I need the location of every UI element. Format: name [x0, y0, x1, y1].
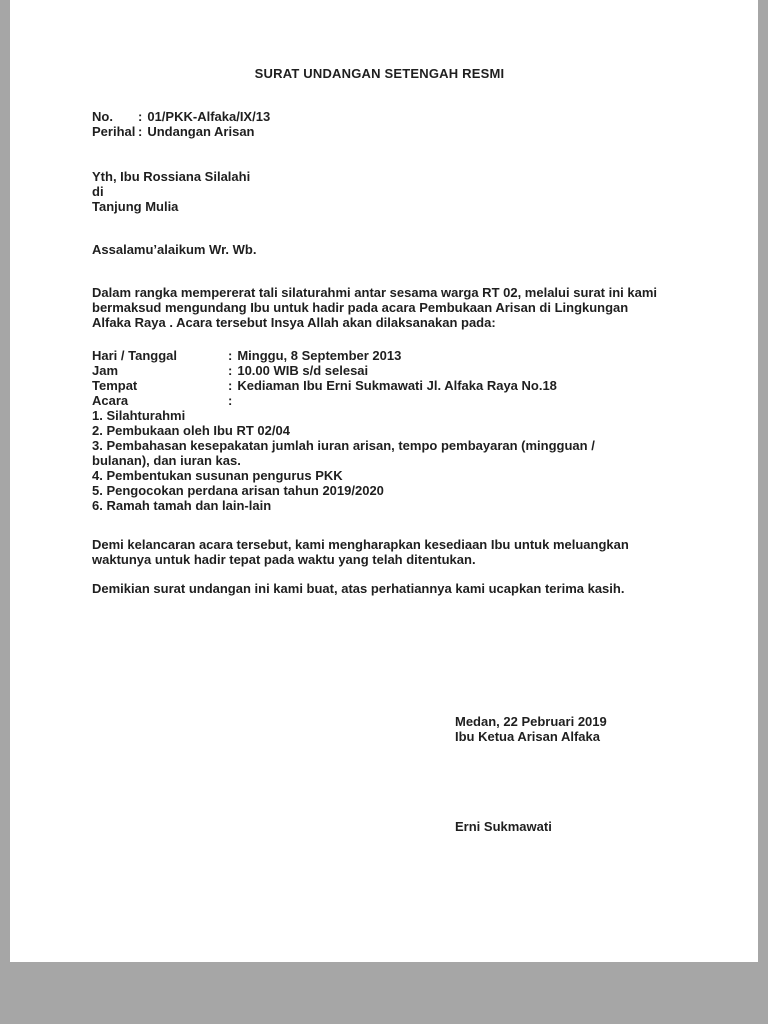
- detail-value-place: Kediaman Ibu Erni Sukmawati Jl. Alfaka Raya No.18: [237, 378, 557, 393]
- detail-label-place: Tempat: [92, 378, 138, 393]
- detail-colon: :: [228, 393, 233, 408]
- ref-label-perihal: Perihal: [92, 124, 136, 139]
- signature-name: Erni Sukmawati: [455, 819, 552, 834]
- detail-label-day: Hari / Tanggal: [92, 348, 177, 363]
- ref-label-no: No.: [92, 109, 113, 124]
- ref-row-perihal: [92, 124, 667, 139]
- detail-colon: :: [228, 378, 233, 393]
- opening-part1: Dalam rangka mempererat tali silaturahmi antar sesama warga RT 02, melalui surat ini kami bermaksud mengundang Ibu untuk hadir pada acara: [92, 285, 661, 315]
- ref-value-perihal: Undangan Arisan: [147, 124, 255, 139]
- event-name-highlight: Pembukaan Arisan di Lingkungan Alfaka Raya: [92, 300, 632, 330]
- detail-value-day: Minggu, 8 September 2013: [237, 348, 402, 363]
- recipient-name-line: Yth, Ibu Rossiana Silalahi: [92, 169, 251, 184]
- signature-place-date: Medan, 22 Pebruari 2019: [455, 714, 607, 729]
- letter-title: SURAT UNDANGAN SETENGAH RESMI: [254, 66, 505, 81]
- agenda-item: 1. Silahturahmi: [92, 408, 186, 423]
- salutation-text: Assalamu’alaikum Wr. Wb.: [92, 242, 257, 257]
- agenda-list: [92, 408, 667, 513]
- ref-row-no: [92, 109, 667, 124]
- ref-colon: :: [138, 109, 143, 124]
- signature-role: Ibu Ketua Arisan Alfaka: [455, 729, 600, 744]
- detail-colon: :: [228, 348, 233, 363]
- detail-value-time: 10.00 WIB s/d selesai: [237, 363, 369, 378]
- ref-colon: :: [138, 124, 143, 139]
- detail-colon: :: [228, 363, 233, 378]
- closing-paragraph-1: Demi kelancaran acara tersebut, kami mengharapkan kesediaan Ibu untuk meluangkan waktunya untuk hadir tepat pada waktu yang telah ditentukan.: [92, 537, 633, 567]
- agenda-item: 3. Pembahasan kesepakatan jumlah iuran arisan, tempo pembayaran (mingguan / bulanan), dan iuran kas.: [92, 438, 610, 468]
- letter-page: [10, 0, 758, 962]
- detail-label-time: Jam: [92, 363, 119, 378]
- opening-part2: . Acara tersebut Insya Allah akan dilaksanakan pada:: [165, 315, 496, 330]
- agenda-item: 5. Pengocokan perdana arisan tahun 2019/2020: [92, 483, 384, 498]
- recipient-block: [92, 169, 667, 214]
- detail-row-time: [92, 363, 667, 378]
- detail-row-day: [92, 348, 667, 363]
- ref-value-no: 01/PKK-Alfaka/IX/13: [147, 109, 271, 124]
- recipient-city-line: Tanjung Mulia: [92, 199, 179, 214]
- opening-paragraph: [92, 285, 667, 330]
- recipient-di-line: di: [92, 184, 104, 199]
- agenda-item: 2. Pembukaan oleh Ibu RT 02/04: [92, 423, 290, 438]
- event-details-block: [92, 348, 667, 408]
- detail-label-agenda: Acara: [92, 393, 129, 408]
- detail-row-agenda: [92, 393, 667, 408]
- detail-row-place: [92, 378, 667, 393]
- signature-block: [455, 714, 667, 834]
- agenda-item: 4. Pembentukan susunan pengurus PKK: [92, 468, 343, 483]
- reference-block: [92, 109, 667, 139]
- closing-paragraph-2: Demikian surat undangan ini kami buat, atas perhatiannya kami ucapkan terima kasih.: [92, 581, 625, 596]
- agenda-item: 6. Ramah tamah dan lain-lain: [92, 498, 272, 513]
